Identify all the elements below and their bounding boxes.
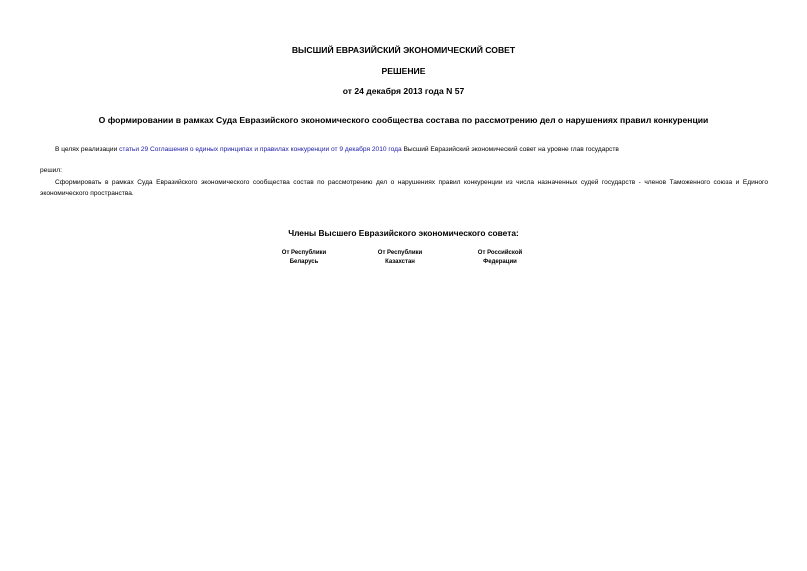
signatory-line1: От Республики <box>281 250 327 256</box>
signatory-line1: От Республики <box>377 250 423 256</box>
decision-body: Сформировать в рамках Суда Евразийского экономического сообщества состав по рассмотрению дел о нарушениях правил конкуренции из числа назначенных судей государств - членов Таможенного союза и Единого экономического пространства. <box>40 179 768 197</box>
signatory-line2: Беларусь <box>289 259 319 265</box>
document-type: РЕШЕНИЕ <box>381 66 426 76</box>
signatory-line1: От Российской <box>477 250 523 256</box>
decided-label: решил: <box>40 167 62 174</box>
members-title: Члены Высшего Евразийского экономического совета: <box>288 228 519 238</box>
preamble-suffix: Высший Евразийский экономический совет на уровне глав государств <box>401 146 619 153</box>
signatory-kazakhstan <box>360 249 440 267</box>
agreement-article-link[interactable]: статьи 29 Соглашения о единых принципах и правилах конкуренции от 9 декабря 2010 года <box>119 146 402 153</box>
document-subject: О формировании в рамках Суда Евразийского экономического сообщества состава по рассмотрению дел о нарушениях правил конкуренции <box>98 115 709 125</box>
signatory-line2: Федерации <box>483 259 517 265</box>
preamble-paragraph <box>55 146 619 153</box>
signatory-belarus <box>264 249 344 267</box>
preamble-prefix: В целях реализации <box>55 146 120 153</box>
signatory-line2: Казахстан <box>385 259 415 265</box>
document-date-number: от 24 декабря 2013 года N 57 <box>342 86 465 96</box>
signatory-russia <box>460 249 540 267</box>
issuing-body: ВЫСШИЙ ЕВРАЗИЙСКИЙ ЭКОНОМИЧЕСКИЙ СОВЕТ <box>291 45 516 55</box>
